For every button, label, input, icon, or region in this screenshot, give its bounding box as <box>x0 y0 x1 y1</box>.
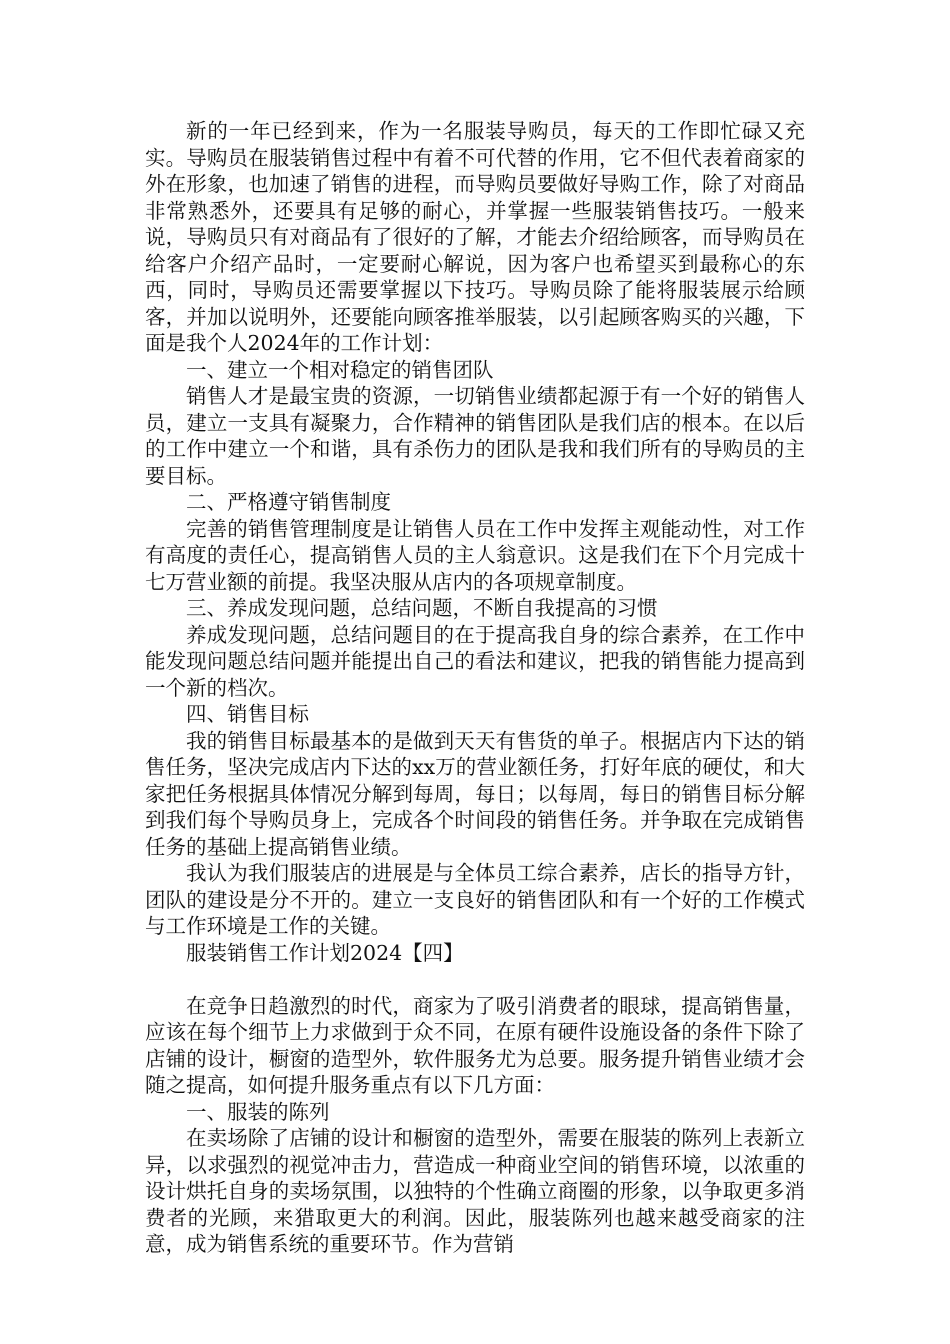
document-4-title: 服装销售工作计划2024【四】 <box>186 940 464 965</box>
document-4-section-1-body: 在卖场除了店铺的设计和橱窗的造型外，需要在服装的陈列上表新立异，以求强烈的视觉冲击力，营造成一种商业空间的销售环境，以浓重的设计烘托自身的卖场氛围，以独特的个性确立商圈的形象，以争取更多消费者的光顾，来猎取更大的利润。因此，服装陈列也越来越受商家的注意，成为销售系统的重要环节。作为营销 <box>145 1126 805 1256</box>
section-3-body: 养成发现问题，总结问题目的在于提高我自身的综合素养，在工作中能发现问题总结问题并能提出自己的看法和建议，把我的销售能力提高到一个新的档次。 <box>145 622 805 700</box>
blank-line <box>145 966 805 993</box>
document-4-section-1-heading: 一、服装的陈列 <box>186 1099 330 1124</box>
document-page <box>145 118 805 1258</box>
section-1-heading: 一、建立一个相对稳定的销售团队 <box>186 357 494 382</box>
section-3-heading: 三、养成发现问题，总结问题，不断自我提高的习惯 <box>186 596 658 620</box>
section-2-heading: 二、严格遵守销售制度 <box>186 490 391 514</box>
section-1-body: 销售人才是最宝贵的资源，一切销售业绩都起源于有一个好的销售人员，建立一支具有凝聚力，合作精神的销售团队是我们店的根本。在以后的工作中建立一个和谐，具有杀伤力的团队是我和我们所有的导购员的主要目标。 <box>145 384 805 488</box>
closing-paragraph: 我认为我们服装店的进展是与全体员工综合素养，店长的指导方针，团队的建设是分不开的。建立一支良好的销售团队和有一个好的工作模式与工作环境是工作的关键。 <box>145 861 805 938</box>
section-4-body: 我的销售目标最基本的是做到天天有售货的单子。根据店内下达的销售任务，坚决完成店内下达的xx万的营业额任务，打好年底的硬仗，和大家把任务根据具体情况分解到每周，每日；以每周，每日的销售目标分解到我们每个导购员身上，完成各个时间段的销售任务。并争取在完成销售任务的基础上提高销售业绩。 <box>145 728 805 859</box>
section-2-body: 完善的销售管理制度是让销售人员在工作中发挥主观能动性，对工作有高度的责任心，提高销售人员的主人翁意识。这是我们在下个月完成十七万营业额的前提。我坚决服从店内的各项规章制度。 <box>145 516 805 594</box>
section-4-heading: 四、销售目标 <box>186 702 309 726</box>
document-4-intro: 在竞争日趋激烈的时代，商家为了吸引消费者的眼球，提高销售量，应该在每个细节上力求做到于众不同，在原有硬件设施设备的条件下除了店铺的设计，橱窗的造型外，软件服务尤为总要。服务提升销售业绩才会随之提高，如何提升服务重点有以下几方面： <box>145 993 805 1097</box>
intro-paragraph: 新的一年已经到来，作为一名服装导购员，每天的工作即忙碌又充实。导购员在服装销售过程中有着不可代替的作用，它不但代表着商家的外在形象，也加速了销售的进程，而导购员要做好导购工作，除了对商品非常熟悉外，还要具有足够的耐心，并掌握一些服装销售技巧。一般来说，导购员只有对商品有了很好的了解，才能去介绍给顾客，而导购员在给客户介绍产品时，一定要耐心解说，因为客户也希望买到最称心的东西，同时，导购员还需要掌握以下技巧。导购员除了能将服装展示给顾客，并加以说明外，还要能向顾客推举服装，以引起顾客购买的兴趣，下面是我个人2024年的工作计划： <box>145 119 805 355</box>
